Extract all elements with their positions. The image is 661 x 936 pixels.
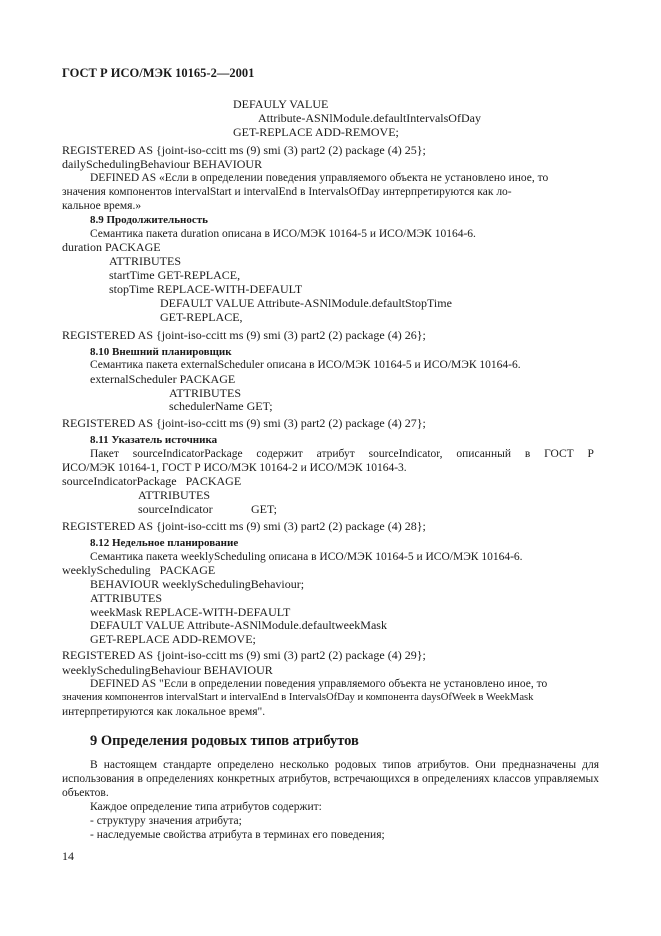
text-line: REGISTERED AS {joint-iso-ccitt ms (9) smi (3) part2 (2) package (4) 27}; [62,416,426,430]
text-line: ATTRIBUTES [169,386,241,400]
text-line: GET-REPLACE, [160,310,243,324]
text-line: ATTRIBUTES [90,591,162,605]
text-line: weeklySchedulingBehaviour BEHAVIOUR [62,663,273,677]
text-line: DEFAULT VALUE Attribute-ASNlModule.defaultweekMask [90,618,387,632]
text-line: BEHAVIOUR weeklySchedulingBehaviour; [90,577,305,591]
text-line: значения компонентов intervalStart и intervalEnd в IntervalsOfDay интерпретируются как ло- [62,186,512,198]
text-line: Каждое определение типа атрибутов содержит: [90,801,322,813]
text-line: DEFAULT VALUE Attribute-ASNlModule.defaultStopTime [160,296,452,310]
text-line: REGISTERED AS {joint-iso-ccitt ms (9) smi (3) part2 (2) package (4) 28}; [62,519,426,533]
text-line: REGISTERED AS {joint-iso-ccitt ms (9) smi (3) part2 (2) package (4) 25}; [62,143,426,157]
text-line: значения компонентов intervalStart и intervalEnd в IntervalsOfDay и компонента daysOfWeek в WeekMask [62,692,534,703]
text-line: GET; [251,502,277,516]
text-line: REGISTERED AS {joint-iso-ccitt ms (9) smi (3) part2 (2) package (4) 26}; [62,328,426,342]
subsection-heading: 8.9 Продолжительность [90,214,208,226]
list-item: - наследуемые свойства атрибута в терминах его поведения; [90,829,385,841]
text-line: dailySchedulingBehaviour BEHAVIOUR [62,157,263,171]
text-line: duration PACKAGE [62,240,161,254]
text-line: DEFAULY VALUE [233,97,329,111]
text-line: DEFINED AS «Если в определении поведения управляемого объекта не установлено иное, то [90,172,549,184]
text-line: weeklyScheduling PACKAGE [62,563,216,577]
subsection-heading: 8.12 Недельное планирование [90,537,239,549]
text-line: stopTime REPLACE-WITH-DEFAULT [109,282,303,296]
text-line: Attribute-ASNlModule.defaultIntervalsOfDay [258,111,481,125]
page-number: 14 [62,849,74,863]
text-line: Семантика пакета duration описана в ИСО/МЭК 10164-5 и ИСО/МЭК 10164-6. [90,228,476,240]
text-line: weekMask REPLACE-WITH-DEFAULT [90,605,291,619]
text-line: кальное время.» [62,200,142,212]
text-line: Семантика пакета externalScheduler описана в ИСО/МЭК 10164-5 и ИСО/МЭК 10164-6. [90,359,521,371]
text-line: ATTRIBUTES [109,254,181,268]
text-line: GET-REPLACE ADD-REMOVE; [90,632,256,646]
paragraph: В настоящем стандарте определено несколько родовых типов атрибутов. Они предназначены для использования в определениях конкретных атрибутов, встречающихся в определениях классов управляемых объектов. [62,759,599,799]
text-line: интерпретируются как локальное время". [62,706,266,718]
text-line: Семантика пакета weeklyScheduling описана в ИСО/МЭК 10164-5 и ИСО/МЭК 10164-6. [90,551,523,563]
text-line: sourceIndicator [138,502,213,516]
text-line: GET-REPLACE ADD-REMOVE; [233,125,399,139]
text-line: ATTRIBUTES [138,488,210,502]
text-line: DEFINED AS "Если в определении поведения управляемого объекта не установлено иное, то [90,678,548,690]
document-header: ГОСТ Р ИСО/МЭК 10165-2—2001 [62,66,255,80]
text-line: schedulerName GET; [169,399,273,413]
text-line: startTime GET-REPLACE, [109,268,241,282]
text-line: REGISTERED AS {joint-iso-ccitt ms (9) smi (3) part2 (2) package (4) 29}; [62,648,426,662]
text-line: Пакет sourceIndicatorPackage содержит атрибут sourceIndicator, описанный в ГОСТ Р [90,448,594,460]
section-heading: 9 Определения родовых типов атрибутов [90,733,359,749]
subsection-heading: 8.11 Указатель источника [90,434,218,446]
list-item: - структуру значения атрибута; [90,815,242,827]
text-line: ИСО/МЭК 10164-1, ГОСТ Р ИСО/МЭК 10164-2 и ИСО/МЭК 10164-3. [62,462,407,474]
text-line: externalScheduler PACKAGE [90,372,236,386]
subsection-heading: 8.10 Внешний планировщик [90,346,232,358]
text-line: sourceIndicatorPackage PACKAGE [62,474,242,488]
